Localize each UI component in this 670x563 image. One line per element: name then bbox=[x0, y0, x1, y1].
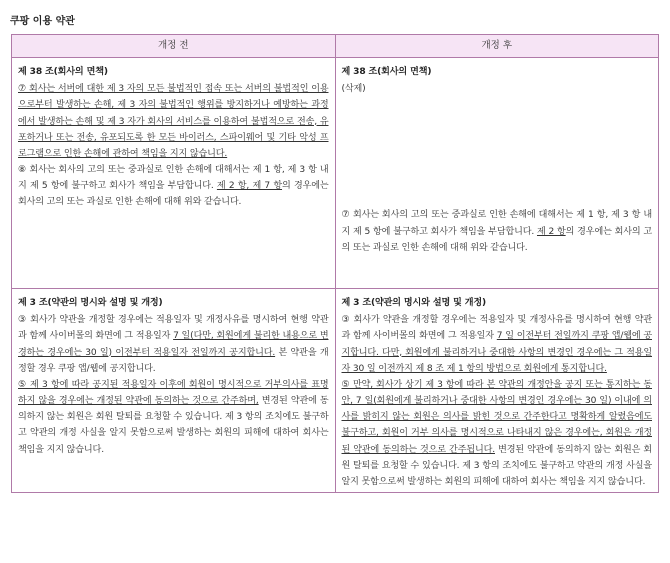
cell-after-article-38 bbox=[335, 58, 659, 289]
column-header-after: 개정 후 bbox=[335, 35, 659, 58]
clause-5-underlined: ⑤ 제 3 항에 따라 공지된 적용일자 이후에 회원이 명시적으로 거부의사를 표명하지 않을 경우에는 개정된 약관에 동의하는 것으로 간주하며, bbox=[18, 379, 329, 407]
clause-5-underlined: ⑤ 만약, 회사가 상기 제 3 항에 따라 본 약관의 개정안을 공지 또는 통지하는 동안, 7 일(회원에게 불리하거나 중대한 사항의 변경인 경우에는 30 일) 이내에 의사를 밝히지 않는 회원은 의사를 밝힌 것으로 간주한다고 명확하게 알렸음에도 불구하고, 회원이 거부 의사를 명시적으로 나타내지 않은 경우에는, 회원은 개정된 약관에 동의하는 것으로 간주됩니다. bbox=[341, 379, 652, 455]
table-row bbox=[12, 58, 659, 289]
clause-5-text bbox=[342, 377, 653, 490]
table-header-row bbox=[12, 35, 659, 58]
clause-5-part-b: 변경된 약관에 동의하지 않는 회원은 회원 탈퇴를 요청할 수 있습니다. 제 3 항의 조치에도 불구하고 약관의 개정 사실을 알지 못함으로써 발생하는 회원의 피해에 대하여 회사는 책임을 지지 않습니다. bbox=[341, 444, 653, 487]
clause-3-underlined: 7 일 이전부터 전일까지 쿠팡 앱/웹에 공지합니다. 다만, 회원에게 불리하거나 중대한 사항의 변경인 경우에는 그 적용일자 30 일 이전까지 제 8 조 제 1 항의 방법으로 회원에게 통지합니다. bbox=[341, 331, 652, 374]
table-row bbox=[12, 289, 659, 493]
article-heading: 제 3 조(약관의 명시와 설명 및 개정) bbox=[341, 298, 487, 308]
cell-before-article-3 bbox=[12, 289, 336, 493]
clause-7-underlined: 제 2 항 bbox=[536, 226, 566, 237]
cell-before-article-38 bbox=[12, 58, 336, 289]
clause-5-part-b: 변경된 약관에 동의하지 않는 회원은 회원 탈퇴를 요청할 수 있습니다. 제 3 항의 조치에도 불구하고 약관의 개정 사실을 알지 못함으로써 발생하는 회원의 피해에 대하여 회사는 책임을 지지 않습니다. bbox=[18, 396, 329, 455]
article-heading: 제 38 조(회사의 면책) bbox=[18, 67, 108, 77]
column-header-before: 개정 전 bbox=[12, 35, 336, 58]
clause-7-part-a: ⑦ 회사는 회사의 고의 또는 중과실로 인한 손해에 대해서는 제 1 항, 제 3 항 내지 제 5 항에 불구하고 회사가 책임을 부담합니다. bbox=[341, 210, 652, 237]
deleted-note: (삭제) bbox=[341, 84, 366, 95]
clause-3-underlined: 7 일(다만, 회원에게 불리한 내용으로 변경하는 경우에는 30 일) 이전부터 적용일자 전일까지 공지합니다. bbox=[18, 331, 329, 358]
cell-after-article-3 bbox=[335, 289, 659, 493]
clause-3-text bbox=[18, 312, 329, 377]
clause-7-text bbox=[342, 207, 653, 256]
page-title: 쿠팡 이용 약관 bbox=[10, 16, 75, 27]
clause-8-text bbox=[18, 162, 329, 211]
clause-7-part-c: 의 경우에는 회사의 고의 또는 과실로 인한 손해에 대해 위와 같습니다. bbox=[341, 226, 653, 253]
clause-8-part-a: ⑧ 회사는 회사의 고의 또는 중과실로 인한 손해에 대해서는 제 1 항, 제 3 항 내지 제 5 항에 불구하고 회사가 책임을 부담합니다. bbox=[18, 165, 329, 192]
clause-3-part-a: ③ 회사가 약관을 개정할 경우에는 적용일자 및 개정사유를 명시하여 현행 약관과 함께 사이버몰의 화면에 그 적용일자 bbox=[341, 315, 652, 342]
article-heading: 제 38 조(회사의 면책) bbox=[341, 67, 432, 77]
clause-8-underlined: 제 2 항, 제 7 항 bbox=[216, 181, 283, 192]
clause-3-part-c: 본 약관을 개정할 경우 쿠팡 앱/웹에 공지합니다. bbox=[18, 347, 329, 374]
clause-3-part-a: ③ 회사가 약관을 개정할 경우에는 적용일자 및 개정사유를 명시하여 현행 약관과 함께 사이버몰의 화면에 그 적용일자 bbox=[18, 315, 329, 342]
clause-3-text bbox=[342, 312, 653, 377]
clause-5-text bbox=[18, 377, 329, 458]
clause-7-text: ⑦ 회사는 서버에 대한 제 3 자의 모든 불법적인 접속 또는 서버의 불법적인 이용으로부터 발생하는 손해, 제 3 자의 불법적인 행위를 방지하거나 예방하는 과정에서 발생하는 손해 및 제 3 자가 회사의 서비스를 이용하여 불법적으로 전송, 유포하거나 또는 전송, 유포되도록 한 모든 바이러스, 스파이웨어 및 기타 악성 프로그램으로 인한 손해에 관하여 책임을 지지 않습니다. bbox=[18, 84, 329, 159]
article-heading: 제 3 조(약관의 명시와 설명 및 개정) bbox=[18, 298, 163, 308]
clause-8-part-c: 의 경우에는 회사의 고의 또는 과실로 인한 손해에 대해 위와 같습니다. bbox=[18, 181, 329, 208]
comparison-table bbox=[11, 34, 659, 493]
